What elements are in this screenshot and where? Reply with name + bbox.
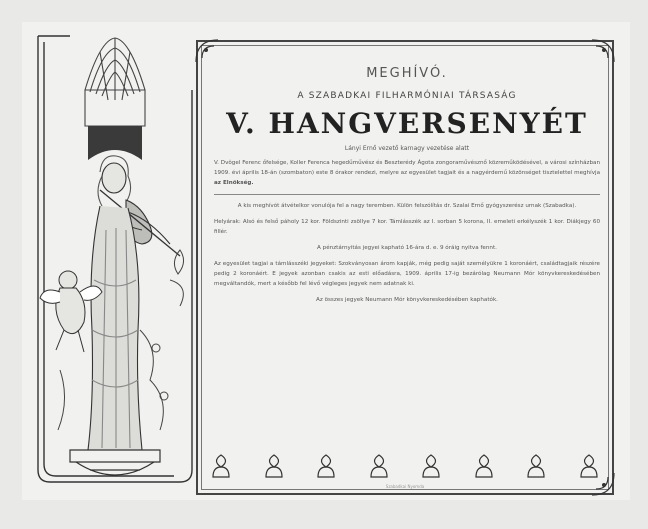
signature-presidency: az Elnökség.	[214, 180, 254, 186]
notice-paragraph: A kis meghívót átvételkor vonulója fel a nagy teremben. Külön felszólítás dr. Szalai Ernő gyógyszerész urnak (Szabadka).	[237, 203, 577, 209]
art-nouveau-ornament-panel	[30, 30, 200, 490]
fleuron-icon	[368, 453, 390, 479]
violinist-woman-icon	[88, 156, 180, 450]
fleuron-icon	[473, 453, 495, 479]
box-office-paragraph: A pénztárnyitás jegyei kapható 16-ára d. e. 9 óráig nyitva fennt.	[317, 245, 497, 251]
conductor-line: Lányi Ernő vezető karnagy vezetése alatt	[344, 145, 470, 152]
fleuron-icon	[578, 453, 600, 479]
program-paragraph	[214, 158, 600, 188]
concert-title: V. HANGVERSENYÉT	[226, 107, 588, 140]
program-text: V. Dvôgel Ferenc őfelsége, Koller Ferenca hegedűművész és Beszterédy Ágota zongoraművésznő közreműködésével, a városi színházban 1909. évi április 18-án (szombaton) este 8 órakor rendezi, melyre az egyesület tagjait és a nagyérdemű közönséget tisztelettel meghívja	[214, 160, 600, 176]
dark-niche-icon	[88, 126, 142, 160]
fleuron-icon	[210, 453, 232, 479]
fleuron-row	[210, 449, 600, 479]
society-name: A SZABADKAI FILHARMÓNIAI TÁRSASÁG	[297, 91, 517, 101]
members-paragraph: Az egyesület tagjai a támlásszéki jegyeket: Szokványosan árom kapják, még pedig saját személyükre 1 koronáért, családtagjaik részére pedig 2 koronáért. E jegyek azonban csakis az esti előadásra, 1909. április 17-ig bezárólag Neumann Mór könyvkereskedésében megváltandók, mert a később fel lévő végleges jegyek nem adatnak ki.	[214, 261, 600, 287]
text-frame	[196, 40, 614, 495]
fleuron-icon	[525, 453, 547, 479]
prices-paragraph: Helyárak: Alsó és felső páholy 12 kor. Földszinti zsöllye 7 kor. Támlásszék az I. sorban 5 korona, II. emeleti erkélyszék 1 kor. Diákjegy 60 fillér.	[214, 219, 600, 235]
fleuron-icon	[263, 453, 285, 479]
tickets-paragraph: Az összes jegyek Neumann Mór könyvkereskedésében kaphatók.	[316, 297, 498, 303]
fleuron-icon	[420, 453, 442, 479]
invitation-text	[214, 60, 600, 305]
fleuron-icon	[315, 453, 337, 479]
printer-mark: Szabadkai Nyomda	[385, 484, 425, 489]
pedestal-base-icon	[70, 450, 160, 475]
invitation-kicker: MEGHÍVÓ.	[366, 66, 448, 81]
divider	[214, 194, 600, 195]
crown-fan-icon	[85, 38, 145, 126]
